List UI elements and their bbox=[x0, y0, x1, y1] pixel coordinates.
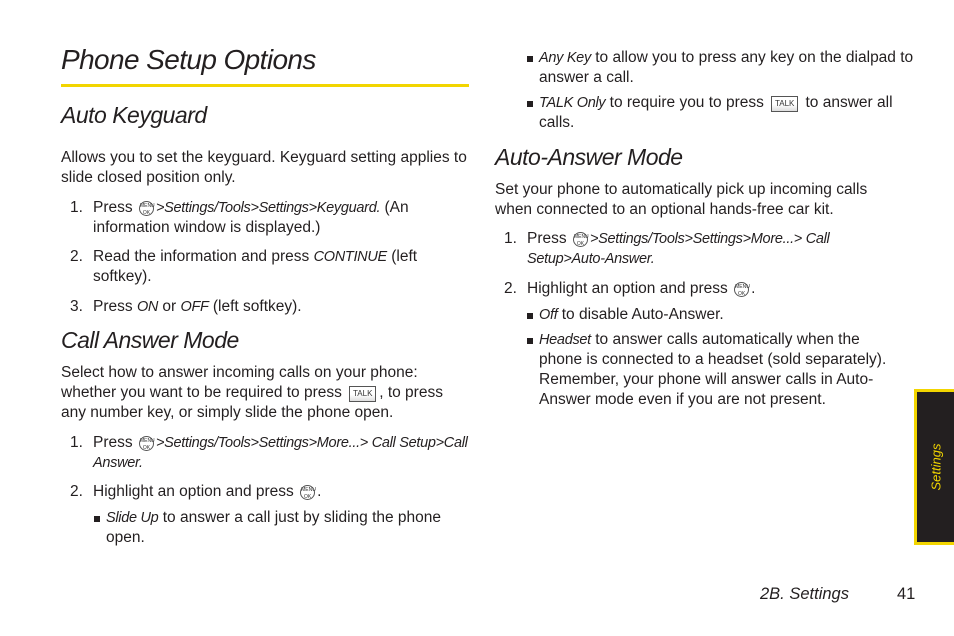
option-description: to allow you to press any key on the dialpad to answer a call. bbox=[539, 49, 914, 86]
option-talk-only bbox=[527, 93, 919, 133]
step-text: Press bbox=[527, 230, 567, 247]
option-label: TALK Only bbox=[539, 95, 606, 111]
option-label: Headset bbox=[539, 332, 591, 348]
auto-keyguard-intro: Allows you to set the keyguard. Keyguard setting applies to slide closed position only. bbox=[61, 149, 467, 186]
menu-ok-key-icon: MENU OK bbox=[301, 487, 316, 500]
step-text: Read the information and press bbox=[93, 248, 314, 265]
option-on: ON bbox=[136, 299, 159, 315]
call-answer-step-2 bbox=[61, 482, 473, 502]
step-number: 1. bbox=[504, 230, 517, 247]
menu-ok-key-icon: MENU OK bbox=[139, 203, 155, 216]
step-end: . bbox=[317, 483, 322, 500]
menu-path: >Settings/Tools>Settings>Keyguard. bbox=[155, 200, 381, 216]
title-rule bbox=[61, 84, 469, 87]
step-text-or: or bbox=[158, 298, 181, 315]
auto-keyguard-step-2 bbox=[61, 247, 473, 287]
option-label: Slide Up bbox=[106, 510, 159, 526]
page-number: 41 bbox=[897, 585, 916, 603]
intro-text: Select how to answer incoming calls on your phone: whether you want to be required to press bbox=[61, 364, 418, 401]
option-description: to answer a call just by sliding the phone open. bbox=[106, 509, 442, 546]
option-description-end: to answer all calls. bbox=[539, 94, 893, 131]
step-text: Press bbox=[93, 298, 137, 315]
option-label: Any Key bbox=[539, 50, 591, 66]
step-number: 1. bbox=[70, 199, 83, 216]
auto-answer-step-2 bbox=[495, 279, 907, 299]
step-end: . bbox=[751, 280, 756, 297]
intro-text-end: , to press any number key, or simply slide the phone open. bbox=[61, 384, 443, 421]
step-text: Highlight an option and press bbox=[93, 483, 294, 500]
heading-call-answer-mode: Call Answer Mode bbox=[61, 327, 239, 353]
heading-auto-answer-mode: Auto-Answer Mode bbox=[495, 144, 683, 170]
option-label: Off bbox=[539, 307, 558, 323]
option-description: to answer calls automatically when the phone is connected to a headset (sold separately). Remember, your phone will answer calls in Auto-Answer mode even if you are not present. bbox=[539, 331, 887, 408]
side-tab-label: Settings bbox=[928, 443, 943, 491]
step-note: (An information window is displayed.) bbox=[93, 199, 409, 236]
section-side-tab bbox=[914, 389, 954, 545]
menu-ok-key-icon: MENU OK bbox=[735, 284, 750, 297]
talk-key-icon: TALK bbox=[771, 96, 798, 112]
menu-path: >Settings/Tools>Settings>More...> Call Setup>Auto-Answer. bbox=[527, 231, 830, 267]
step-text: Press bbox=[93, 199, 133, 216]
step-note: (left softkey). bbox=[93, 248, 418, 285]
option-any-key bbox=[527, 48, 919, 88]
page-title: Phone Setup Options bbox=[61, 44, 316, 75]
step-number: 3. bbox=[70, 298, 83, 315]
option-headset bbox=[527, 330, 899, 410]
step-text: Highlight an option and press bbox=[527, 280, 728, 297]
step-note: (left softkey). bbox=[208, 298, 302, 315]
option-slide-up bbox=[94, 508, 471, 548]
option-description: to disable Auto-Answer. bbox=[557, 306, 724, 323]
option-description: to require you to press bbox=[605, 94, 764, 111]
auto-keyguard-step-1 bbox=[61, 198, 473, 238]
heading-auto-keyguard: Auto Keyguard bbox=[61, 102, 207, 128]
step-number: 2. bbox=[70, 483, 83, 500]
auto-answer-intro: Set your phone to automatically pick up incoming calls when connected to an optional hands-free car kit. bbox=[495, 181, 868, 218]
option-off: OFF bbox=[180, 299, 209, 315]
auto-keyguard-step-3 bbox=[61, 297, 473, 317]
menu-ok-key-icon: MENU OK bbox=[139, 438, 155, 451]
auto-answer-step-1 bbox=[495, 229, 907, 269]
talk-key-icon: TALK bbox=[349, 386, 376, 402]
call-answer-step-1 bbox=[61, 433, 473, 473]
menu-ok-key-icon: MENU OK bbox=[573, 234, 589, 247]
call-answer-intro bbox=[61, 363, 471, 423]
step-text: Press bbox=[93, 434, 133, 451]
step-number: 2. bbox=[70, 248, 83, 265]
menu-path: >Settings/Tools>Settings>More...> Call Setup>Call Answer. bbox=[93, 435, 468, 471]
option-off bbox=[527, 305, 919, 325]
step-number: 2. bbox=[504, 280, 517, 297]
softkey-continue: CONTINUE bbox=[313, 249, 387, 265]
footer-section-label: 2B. Settings bbox=[760, 585, 849, 603]
step-number: 1. bbox=[70, 434, 83, 451]
